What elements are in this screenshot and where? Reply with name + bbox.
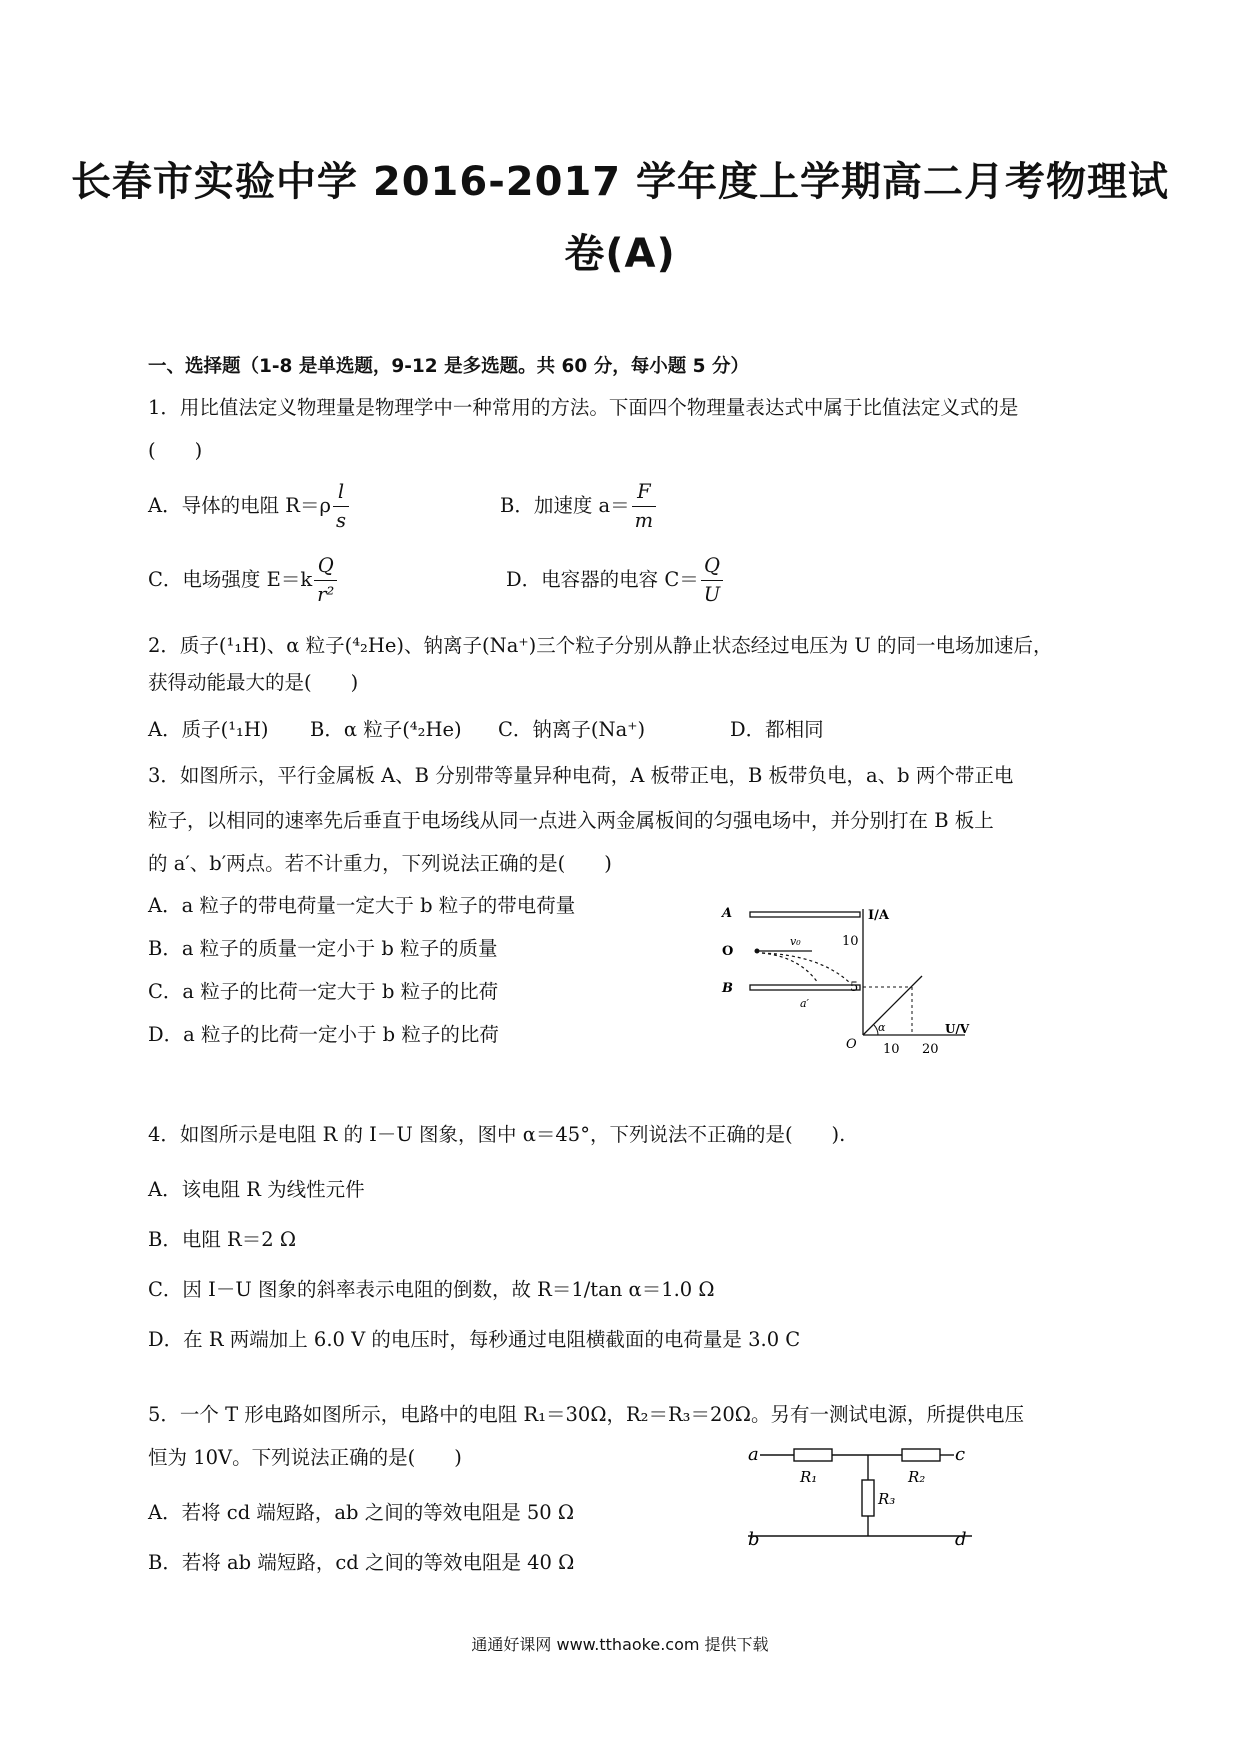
plates-and-iu-graph-figure: [700, 895, 980, 1057]
q1-a-numerator: l: [333, 478, 349, 507]
r2-label: R₂: [908, 1468, 926, 1486]
q1-option-c-fraction: [314, 552, 337, 609]
q1-d-numerator: Q: [701, 552, 723, 581]
iu-line: [863, 976, 922, 1035]
r1-label: R₁: [800, 1468, 818, 1486]
trajectory-b: [762, 953, 850, 983]
q3-option-c: C．a 粒子的比荷一定大于 b 粒子的比荷: [148, 980, 499, 1003]
y-tick-10: 10: [842, 934, 859, 949]
q1-option-c: [148, 552, 337, 609]
x-tick-20: 20: [922, 1042, 939, 1057]
q1-b-numerator: F: [632, 478, 657, 507]
q1-option-a: [148, 478, 349, 535]
q1-option-d-fraction: [701, 552, 723, 609]
q1-option-a-fraction: [333, 478, 349, 535]
q4-option-b: B．电阻 R＝2 Ω: [148, 1228, 296, 1251]
q1-c-numerator: Q: [314, 552, 337, 581]
terminal-c-label: c: [955, 1444, 966, 1465]
q3-stem-line-1: 3．如图所示，平行金属板 A、B 分别带等量异种电荷，A 板带正电，B 板带负电，a、b 两个带正电: [148, 764, 1014, 787]
page-footer: 通通好课网 www.tthaoke.com 提供下载: [471, 1635, 769, 1654]
q1-option-b: [500, 478, 656, 535]
q1-a-denominator: s: [335, 509, 346, 532]
q4-option-d: D．在 R 两端加上 6.0 V 的电压时，每秒通过电阻横截面的电荷量是 3.0 C: [148, 1328, 801, 1351]
q2-option-d: D．都相同: [730, 718, 824, 741]
q4-option-c: C．因 I－U 图象的斜率表示电阻的倒数，故 R＝1/tan α＝1.0 Ω: [148, 1278, 715, 1301]
alpha-label: α: [878, 1021, 886, 1034]
x-tick-10: 10: [883, 1042, 900, 1057]
q1-blank: ( ): [148, 439, 203, 462]
y-tick-5: 5: [850, 980, 859, 995]
q1-option-b-fraction: [632, 478, 657, 535]
exam-title-line-1: 长春市实验中学 2016-2017 学年度上学期高二月考物理试: [70, 159, 1170, 205]
terminal-b-label: b: [748, 1529, 760, 1550]
q2-option-b: B．α 粒子(⁴₂He): [310, 718, 462, 741]
q1-c-denominator: r²: [317, 583, 335, 606]
q5-option-a: A．若将 cd 端短路，ab 之间的等效电阻是 50 Ω: [148, 1501, 575, 1524]
resistor-r2: [902, 1449, 940, 1461]
q3-stem-line-2: 粒子，以相同的速率先后垂直于电场线从同一点进入两金属板间的匀强电场中，并分别打在 B 板上: [148, 809, 994, 832]
i-axis-label: I/A: [868, 908, 889, 923]
q5-option-b: B．若将 ab 端短路，cd 之间的等效电阻是 40 Ω: [148, 1551, 575, 1574]
q3-option-d: D．a 粒子的比荷一定小于 b 粒子的比荷: [148, 1023, 499, 1046]
plate-a-label: A: [722, 906, 733, 921]
q5-stem-line-1: 5．一个 T 形电路如图所示，电路中的电阻 R₁＝30Ω，R₂＝R₃＝20Ω。另有一测试电源，所提供电压: [148, 1403, 1024, 1426]
u-axis-label: U/V: [945, 1022, 970, 1036]
origin-label: O: [846, 1037, 857, 1052]
terminal-a-label: a: [748, 1444, 759, 1465]
q2-option-a: A．质子(¹₁H): [148, 718, 269, 741]
trajectory-a: [762, 953, 818, 983]
q2-stem-line-1: 2．质子(¹₁H)、α 粒子(⁴₂He)、钠离子(Na⁺)三个粒子分别从静止状态经过电压为 U 的同一电场加速后，: [148, 634, 1053, 657]
q1-option-c-text: C．电场强度 E＝k: [148, 568, 313, 591]
q1-d-denominator: U: [703, 583, 721, 606]
q1-option-a-text: A．导体的电阻 R＝ρ: [148, 494, 331, 517]
exam-title-line-2: 卷(A): [564, 231, 676, 277]
q1-option-b-text: B．加速度 a＝: [500, 494, 630, 517]
q3-option-a: A．a 粒子的带电荷量一定大于 b 粒子的带电荷量: [148, 894, 576, 917]
q2-option-c: C．钠离子(Na⁺): [498, 718, 646, 741]
point-o-label: O: [722, 944, 734, 959]
q1-b-denominator: m: [634, 509, 654, 532]
q1-stem: 1．用比值法定义物理量是物理学中一种常用的方法。下面四个物理量表达式中属于比值法定义式的是: [148, 396, 1019, 419]
q2-stem-line-2: 获得动能最大的是( ): [148, 671, 359, 694]
terminal-d-label: d: [955, 1529, 967, 1550]
plate-b-label: B: [722, 981, 733, 996]
a-prime-label: a′: [800, 997, 810, 1010]
section-heading: 一、选择题（1-8 是单选题，9-12 是多选题。共 60 分，每小题 5 分）: [148, 356, 749, 377]
resistor-r1: [794, 1449, 832, 1461]
q3-option-b: B．a 粒子的质量一定小于 b 粒子的质量: [148, 937, 498, 960]
q1-option-d-text: D．电容器的电容 C＝: [506, 568, 699, 591]
q3-stem-line-3: 的 a′、b′两点。若不计重力，下列说法正确的是( ): [148, 852, 612, 875]
r3-label: R₃: [878, 1490, 896, 1508]
v0-label: v₀: [790, 935, 801, 948]
t-circuit-figure: [740, 1440, 1000, 1560]
plate-b: [750, 985, 860, 990]
resistor-r3: [862, 1480, 874, 1516]
q1-option-d: [506, 552, 723, 609]
plate-a: [750, 912, 860, 917]
q5-stem-line-2: 恒为 10V。下列说法正确的是( ): [148, 1446, 462, 1469]
q4-option-a: A．该电阻 R 为线性元件: [148, 1178, 365, 1201]
q4-stem: 4．如图所示是电阻 R 的 I－U 图象，图中 α＝45°，下列说法不正确的是( ).: [148, 1123, 846, 1146]
